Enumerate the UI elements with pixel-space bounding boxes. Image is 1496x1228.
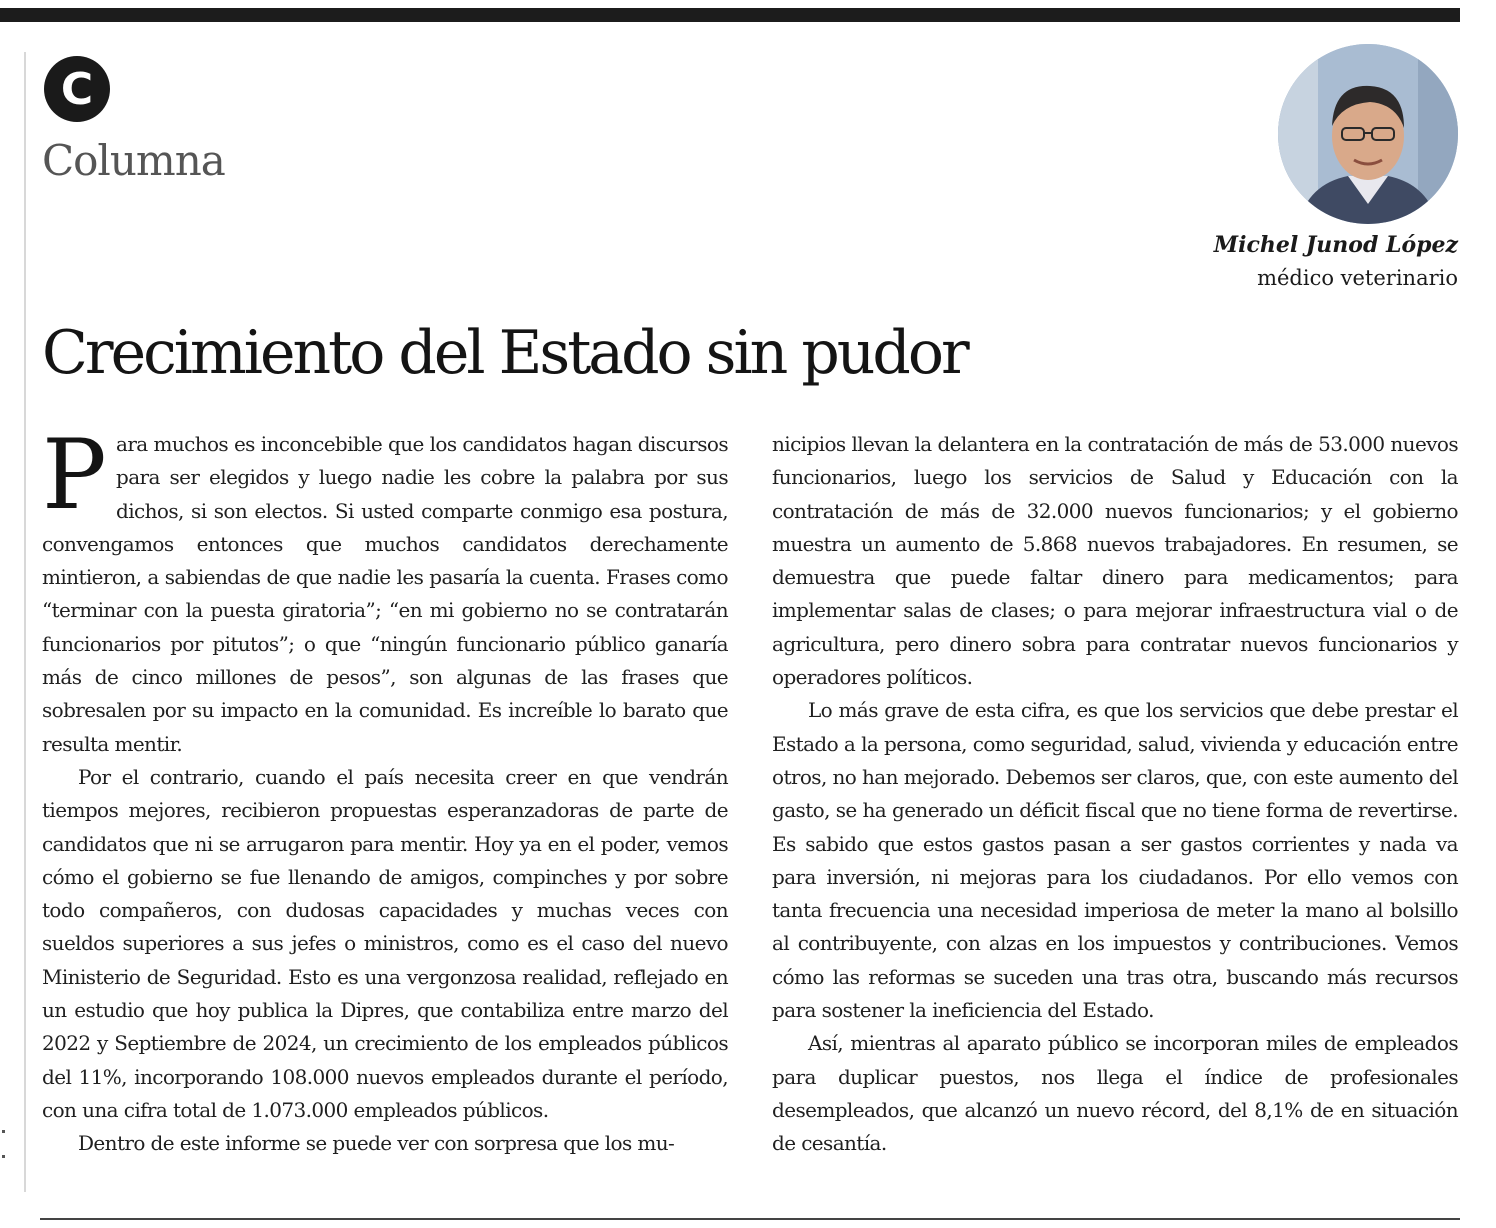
article-paragraph [42, 419, 728, 761]
top-rule [0, 8, 1460, 22]
article-paragraph: Lo más grave de esta cifra, es que los servicios que debe prestar el Estado a la persona, como seguridad, salud, vivienda y educación entre otros, no han mejorado. Debemos ser claros, que, con este aumento del gasto, se ha generado un déficit fiscal que no tiene forma de revertirse. Es sabido que estos gastos pasan a ser gastos corrientes y nada va para inversión, ni mejoras para los ciudadanos. Por ello vemos con tanta frecuencia una necesidad imperiosa de meter la mano al bolsillo al contribuyente, con alzas en los impuestos y contribuciones. Vemos cómo las reformas se suceden una tras otra, buscando más recursos para sostener la ineficiencia del Estado. [772, 698, 1458, 1023]
drop-cap: P [42, 419, 106, 531]
article-column-left [42, 419, 728, 1161]
article-paragraph: Así, mientras al aparato público se incorporan miles de empleados para duplicar puestos, nos llega el índice de profesionales desempleados, que alcanzó un nuevo récord, del 8,1% de en situación de cesantía. [772, 1031, 1458, 1156]
author-name: Michel Junod López [1213, 232, 1458, 258]
article-paragraph: nicipios llevan la delantera en la contratación de más de 53.000 nuevos funcionarios, luego los servicios de Salud y Educación con la contratación de más de 32.000 nuevos funcionarios; y el gobierno muestra un aumento de 5.868 nuevos trabajadores. En resumen, se demuestra que puede faltar dinero para medicamentos; para implementar salas de clases; o para mejorar infraestructura vial o de agricultura, pero dinero sobra para contratar nuevos funcionarios y operadores políticos. [772, 432, 1458, 690]
author-role: médico veterinario [1257, 266, 1458, 290]
column-badge-icon: C [44, 56, 110, 122]
author-avatar [1278, 44, 1458, 224]
article-paragraph: Dentro de este informe se puede ver con sorpresa que los mu- [78, 1131, 675, 1156]
article-paragraph: Por el contrario, cuando el país necesita creer en que vendrán tiempos mejores, recibieron propuestas esperanzadoras de parte de candidatos que ni se arrugaron para mentir. Hoy ya en el poder, vemos cómo el gobierno se fue llenando de amigos, compinches y por sobre todo compañeros, con dudosas capacidades y muchas veces con sueldos superiores a sus jefes o ministros, como es el caso del nuevo Ministerio de Seguridad. Esto es una vergonzosa realidad, reflejado en un estudio que hoy publica la Dipres, que contabiliza entre marzo del 2022 y Septiembre de 2024, un crecimiento de los empleados públicos del 11%, incorporando 108.000 nuevos empleados durante el período, con una cifra total de 1.073.000 empleados públicos. [42, 764, 728, 1122]
section-label: Columna [42, 136, 225, 185]
article-headline: Crecimiento del Estado sin pudor [42, 318, 967, 388]
author-portrait-icon [1278, 44, 1458, 224]
margin-ticks [2, 1130, 6, 1190]
left-margin-rule [24, 52, 26, 1192]
bottom-rule [40, 1218, 1460, 1220]
paragraph-text: ara muchos es inconcebible que los candidatos hagan discursos para ser elegidos y luego nadie les cobre la palabra por sus dichos, si son electos. Si usted comparte conmigo esa postura, convengamos entonces que muchos candidatos derechamente mintieron, a sabiendas de que nadie les pasaría la cuenta. Frases como “terminar con la puesta giratoria”; “en mi gobierno no se contratarán funcionarios por pitutos”; o que “ningún funcionario público ganaría más de cinco millones de pesos”, son algunas de las frases que sobresalen por su impacto en la comunidad. Es increíble lo barato que resulta mentir. [42, 432, 728, 756]
article-column-right [772, 428, 1458, 1161]
